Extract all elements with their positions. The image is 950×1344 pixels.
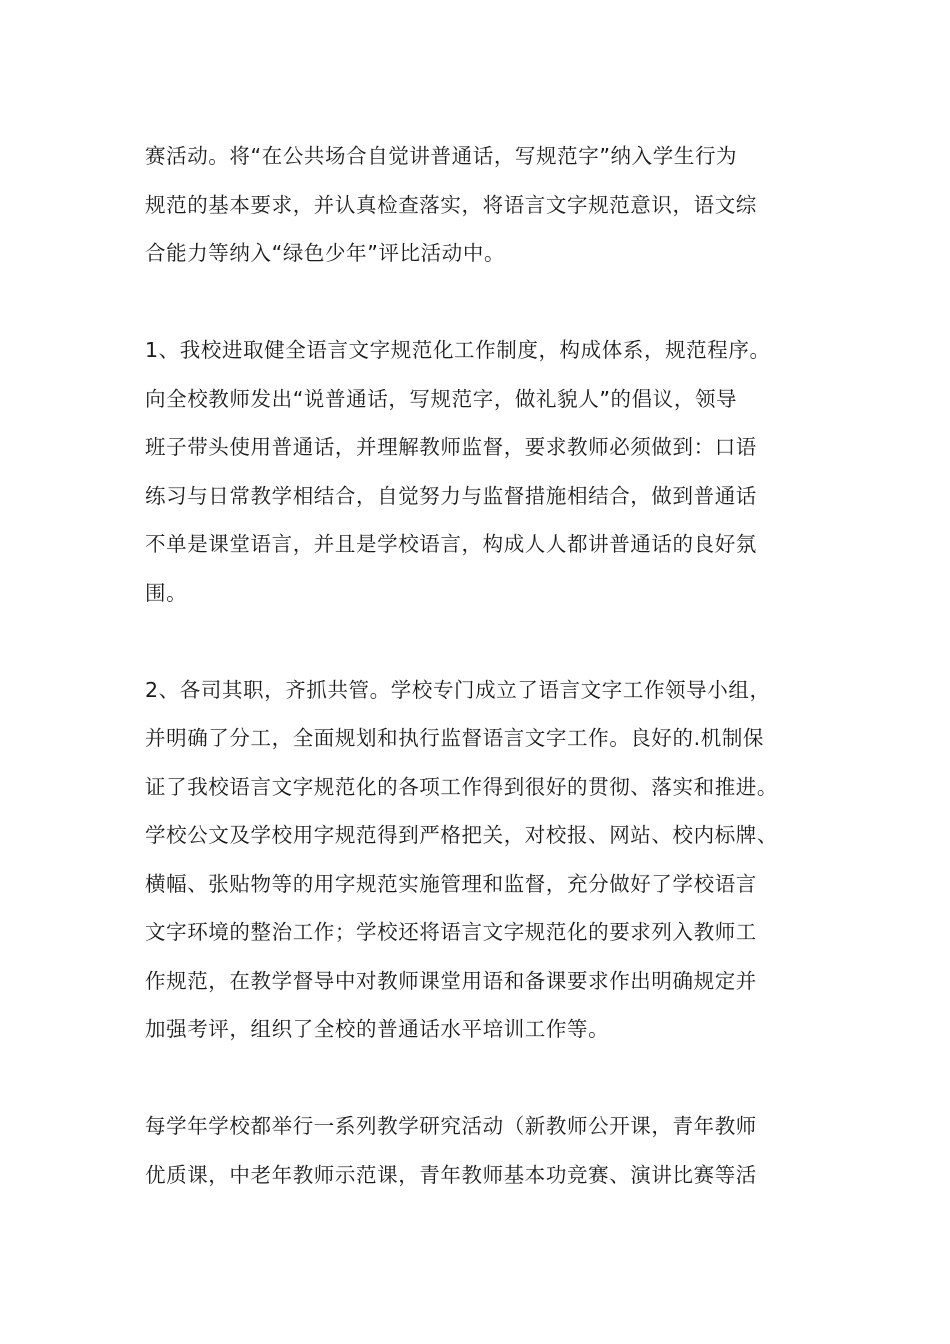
text-line: 文字环境的整治工作；学校还将语言文字规范化的要求列入教师工 bbox=[145, 920, 757, 944]
text-line: 加强考评，组织了全校的普通话水平培训工作等。 bbox=[145, 1017, 610, 1041]
paragraph-3 bbox=[145, 666, 817, 1054]
paragraph-spacer bbox=[145, 278, 817, 327]
paragraph-1 bbox=[145, 132, 817, 278]
text-line: 练习与日常教学相结合，自觉努力与监督措施相结合，做到普通话 bbox=[145, 483, 757, 508]
text-line: 赛活动。将“在公共场合自觉讲普通话，写规范字”纳入学生行为 bbox=[145, 144, 738, 168]
paragraph-4 bbox=[145, 1102, 817, 1199]
document-body bbox=[145, 132, 817, 1199]
text-line: 不单是课堂语言，并且是学校语言，构成人人都讲普通话的良好氛 bbox=[145, 532, 757, 556]
text-line: 向全校教师发出“说普通话，写规范字，做礼貌人”的倡议，领导 bbox=[145, 386, 738, 411]
text-line: 班子带头使用普通话，并理解教师监督，要求教师必须做到：口语 bbox=[145, 435, 757, 459]
text-line: 1、我校进取健全语言文字规范化工作制度，构成体系，规范程序。 bbox=[145, 338, 771, 362]
text-line: 学校公文及学校用字规范得到严格把关，对校报、网站、校内标牌、 bbox=[145, 823, 778, 847]
text-line: 证了我校语言文字规范化的各项工作得到很好的贯彻、落实和推进。 bbox=[145, 774, 778, 799]
text-line: 每学年学校都举行一系列教学研究活动（新教师公开课，青年教师 bbox=[145, 1114, 757, 1138]
text-line: 优质课，中老年教师示范课，青年教师基本功竞赛、演讲比赛等活 bbox=[145, 1162, 757, 1187]
text-line: 规范的基本要求，并认真检查落实，将语言文字规范意识，语文综 bbox=[145, 192, 757, 217]
text-line: 围。 bbox=[145, 580, 188, 605]
paragraph-2 bbox=[145, 326, 817, 617]
text-line: 并明确了分工，全面规划和执行监督语言文字工作。良好的.机制保 bbox=[145, 726, 765, 750]
text-line: 横幅、张贴物等的用字规范实施管理和监督，充分做好了学校语言 bbox=[145, 871, 757, 896]
text-line: 作规范，在教学督导中对教师课堂用语和备课要求作出明确规定并 bbox=[145, 968, 757, 993]
paragraph-spacer bbox=[145, 1054, 817, 1103]
text-line: 合能力等纳入“绿色少年”评比活动中。 bbox=[145, 241, 506, 265]
paragraph-spacer bbox=[145, 617, 817, 666]
text-line: 2、各司其职，齐抓共管。学校专门成立了语言文字工作领导小组， bbox=[145, 677, 771, 702]
